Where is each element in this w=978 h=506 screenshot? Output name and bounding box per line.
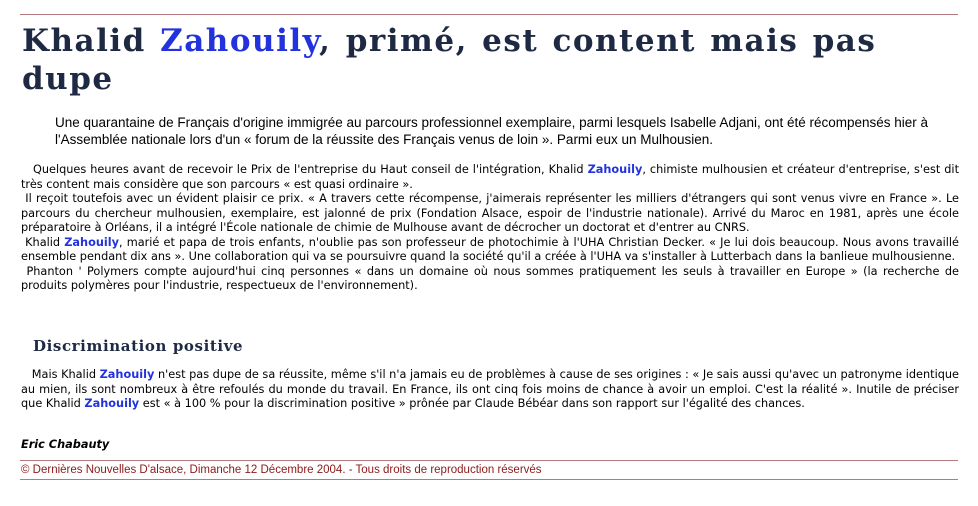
highlighted-name: Zahouily — [99, 368, 155, 381]
highlighted-name: Zahouily — [587, 163, 643, 176]
article-title — [22, 22, 952, 98]
paragraph-3-end: , marié et papa de trois enfants, n'oublie pas son professeur de photochimie à l'UHA Christian Decker. « Je lui dois beaucoup. Nous avons travaillé ensemble pendant dix ans ». Une collaboration qui va se poursuivre quand la société qu'il a créée à l'UHA va s'installer à Lutterbach dans la banlieue mulhousienne. — [21, 235, 959, 263]
title-highlighted-name: Zahouily — [160, 23, 320, 59]
highlighted-name: Zahouily — [84, 397, 140, 410]
title-text-end: , primé, est content mais pas dupe — [22, 23, 877, 97]
section-heading: Discrimination positive — [33, 337, 244, 355]
paragraph-5-start: Mais Khalid — [31, 368, 100, 381]
title-text-start: Khalid — [22, 23, 161, 59]
article-body-part-2 — [21, 368, 959, 412]
paragraph-2: Il reçoit toutefois avec un évident plaisir ce prix. « A travers cette récompense, j'aimerais représenter les milliers d'étrangers qui sont venus vivre en France ». Le parcours du chercheur mulhousien, exemplaire, est jalonné de prix (Fondation Alsace, espoir de l'industrie nationale). Arrivé du Maroc en 1981, après une école préparatoire à Orléans, il a intégré l'École nationale de chimie de Mulhouse avant de décrocher un doctorat et d'entrer au CNRS. — [21, 192, 960, 234]
paragraph-4: Phanton ' Polymers compte aujourd'hui cinq personnes « dans un domaine où nous sommes pratiquement les seuls à travailler en Europe » (la recherche de produits polymères pour l'industrie, respectueux de l'environnement). — [21, 264, 959, 292]
top-divider — [20, 14, 958, 15]
paragraph-1-end: , chimiste mulhousien et créateur d'entreprise, s'est dit très content mais considère que son parcours « est quasi ordinaire ». — [21, 163, 959, 191]
article-body-part-1 — [21, 163, 959, 294]
paragraph-3-start: Khalid — [25, 235, 65, 249]
copyright-footer: © Dernières Nouvelles D'alsace, Dimanche 12 Décembre 2004. - Tous droits de reproduction réservés — [21, 464, 542, 476]
footer-divider-bottom — [20, 479, 958, 480]
footer-divider-top — [20, 460, 958, 461]
author-byline: Eric Chabauty — [21, 438, 110, 451]
article-lead: Une quarantaine de Français d'origine immigrée au parcours professionnel exemplaire, parmi lesquels Isabelle Adjani, ont été récompensés hier à l'Assemblée nationale lors d'un « forum de la réussite des Français venus de loin ». Parmi eux un Mulhousien. — [55, 115, 929, 147]
paragraph-1-start: Quelques heures avant de recevoir le Prix de l'entreprise du Haut conseil de l'intégration, Khalid — [32, 163, 588, 176]
highlighted-name: Zahouily — [64, 235, 119, 249]
paragraph-5-end: est « à 100 % pour la discrimination positive » prônée par Claude Bébéar dans son rapport sur l'égalité des chances. — [139, 397, 805, 410]
paragraph-5-middle: n'est pas dupe de sa réussite, même s'il n'a jamais eu de problèmes à cause de ses origines : « Je sais aussi qu'avec un patronyme identique au mien, ils sont nombreux à être refoulés du monde du travail. En France, ils ont cinq fois moins de chance à avoir un emploi. C'est la réalité ». Inutile de préciser que Khalid — [21, 368, 959, 410]
